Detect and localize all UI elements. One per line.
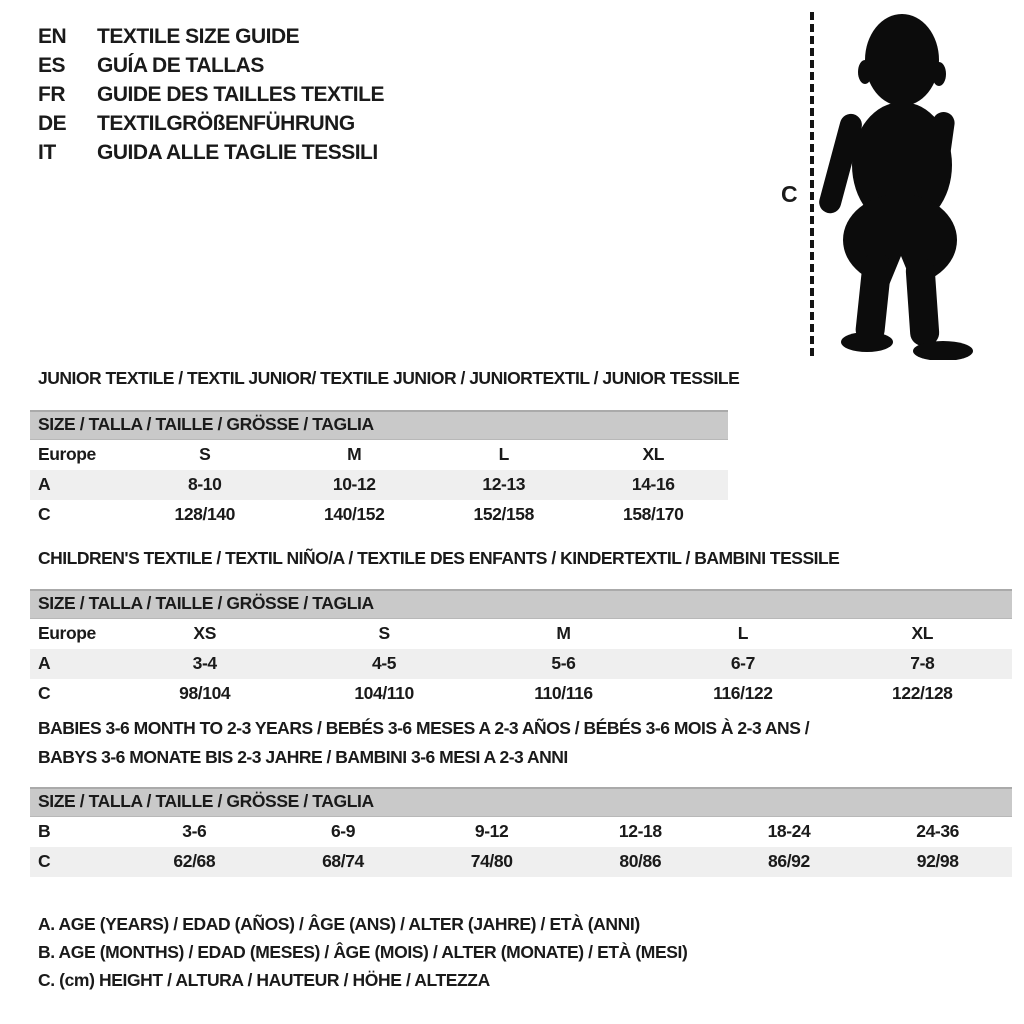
cell-value: 12-13 xyxy=(429,470,579,500)
cell-value: 7-8 xyxy=(833,649,1012,679)
cell-value: 6-7 xyxy=(653,649,832,679)
cell-value: 74/80 xyxy=(417,847,566,877)
row-label: Europe xyxy=(38,444,96,464)
babies-title-line-1: BABIES 3-6 MONTH TO 2-3 YEARS / BEBÉS 3-6 MESES A 2-3 AÑOS / BÉBÉS 3-6 MOIS À 2-3 ANS / xyxy=(38,718,810,738)
junior-size-table xyxy=(30,410,728,530)
table-row xyxy=(30,817,1012,848)
row-label: B xyxy=(38,821,51,841)
cell-value: XL xyxy=(911,623,934,643)
lang-code: IT xyxy=(38,140,56,164)
cell-value: 5-6 xyxy=(474,649,653,679)
lang-title: GUÍA DE TALLAS xyxy=(97,53,264,77)
table-row xyxy=(30,470,728,500)
table-row xyxy=(30,847,1012,877)
cell-value: 104/110 xyxy=(354,683,414,703)
cell-value: L xyxy=(498,444,509,464)
table-row xyxy=(30,649,1012,679)
footnote-height-cm: C. (cm) HEIGHT / ALTURA / HAUTEUR / HÖHE / ALTEZZA xyxy=(38,970,490,990)
size-header-band: SIZE / TALLA / TAILLE / GRÖSSE / TAGLIA xyxy=(30,788,1012,817)
cell-value: 8-10 xyxy=(130,470,280,500)
lang-row-it xyxy=(38,138,384,167)
cell-value: 68/74 xyxy=(269,847,418,877)
table-row xyxy=(30,679,1012,709)
cell-value: 3-4 xyxy=(115,649,294,679)
cell-value: S xyxy=(199,444,211,464)
row-label: A xyxy=(30,649,115,679)
children-section-title: CHILDREN'S TEXTILE / TEXTIL NIÑO/A / TEXTILE DES ENFANTS / KINDERTEXTIL / BAMBINI TESSILE xyxy=(38,548,840,568)
cell-value: 3-6 xyxy=(182,821,207,841)
lang-title: TEXTILE SIZE GUIDE xyxy=(97,24,300,48)
cell-value: 9-12 xyxy=(474,821,509,841)
lang-title: TEXTILGRÖßENFÜHRUNG xyxy=(97,111,355,135)
lang-title: GUIDE DES TAILLES TEXTILE xyxy=(97,82,384,106)
babies-size-table xyxy=(30,787,1012,877)
cell-value: 6-9 xyxy=(330,821,356,841)
babies-section-title xyxy=(38,714,809,772)
footnote-age-years: A. AGE (YEARS) / EDAD (AÑOS) / ÂGE (ANS) / ALTER (JAHRE) / ETÀ (ANNI) xyxy=(38,914,640,934)
table-row xyxy=(30,440,728,471)
row-label: A xyxy=(30,470,130,500)
cell-value: 14-16 xyxy=(579,470,729,500)
cell-value: XL xyxy=(642,444,665,464)
lang-code: FR xyxy=(38,82,65,106)
lang-title: GUIDA ALLE TAGLIE TESSILI xyxy=(97,140,378,164)
table-row xyxy=(30,500,728,530)
height-measure-line xyxy=(810,12,814,356)
lang-code: EN xyxy=(38,24,67,48)
row-label: Europe xyxy=(38,623,96,643)
junior-section-title: JUNIOR TEXTILE / TEXTIL JUNIOR/ TEXTILE JUNIOR / JUNIORTEXTIL / JUNIOR TESSILE xyxy=(38,368,740,388)
toddler-silhouette-icon xyxy=(815,8,1010,360)
lang-row-es xyxy=(38,51,384,80)
table-row xyxy=(30,619,1012,650)
cell-value: 122/128 xyxy=(892,683,953,703)
lang-row-de xyxy=(38,109,384,138)
lang-row-fr xyxy=(38,80,384,109)
cell-value: 12-18 xyxy=(618,821,662,841)
babies-title-line-2: BABYS 3-6 MONATE BIS 2-3 JAHRE / BAMBINI 3-6 MESI A 2-3 ANNI xyxy=(38,747,568,767)
lang-code: ES xyxy=(38,53,66,77)
cell-value: 110/116 xyxy=(534,683,593,703)
cell-value: 10-12 xyxy=(280,470,430,500)
cell-value: 18-24 xyxy=(767,821,811,841)
cell-value: 158/170 xyxy=(623,504,684,524)
cell-value: S xyxy=(378,623,390,643)
cell-value: M xyxy=(556,623,571,643)
cell-value: M xyxy=(347,444,362,464)
language-header xyxy=(38,22,384,167)
height-measure-label: C xyxy=(781,181,798,207)
lang-code: DE xyxy=(38,111,67,135)
cell-value: L xyxy=(737,623,749,643)
cell-value: 92/98 xyxy=(863,847,1012,877)
cell-value: 140/152 xyxy=(324,504,385,524)
cell-value: 98/104 xyxy=(179,683,231,703)
footnote-age-months: B. AGE (MONTHS) / EDAD (MESES) / ÂGE (MOIS) / ALTER (MONATE) / ETÀ (MESI) xyxy=(38,942,688,962)
cell-value: 62/68 xyxy=(120,847,269,877)
cell-value: 128/140 xyxy=(174,504,235,524)
row-label: C xyxy=(38,683,51,703)
cell-value: 152/158 xyxy=(473,504,534,524)
children-size-table xyxy=(30,589,1012,709)
cell-value: 24-36 xyxy=(916,821,960,841)
cell-value: 86/92 xyxy=(715,847,864,877)
row-label: C xyxy=(38,504,51,524)
cell-value: 116/122 xyxy=(713,683,773,703)
cell-value: XS xyxy=(193,623,216,643)
footnotes xyxy=(38,910,687,994)
cell-value: 4-5 xyxy=(294,649,473,679)
size-header-band: SIZE / TALLA / TAILLE / GRÖSSE / TAGLIA xyxy=(30,411,728,440)
row-label: C xyxy=(30,847,120,877)
lang-row-en xyxy=(38,22,384,51)
cell-value: 80/86 xyxy=(566,847,715,877)
size-header-band: SIZE / TALLA / TAILLE / GRÖSSE / TAGLIA xyxy=(30,590,1012,619)
